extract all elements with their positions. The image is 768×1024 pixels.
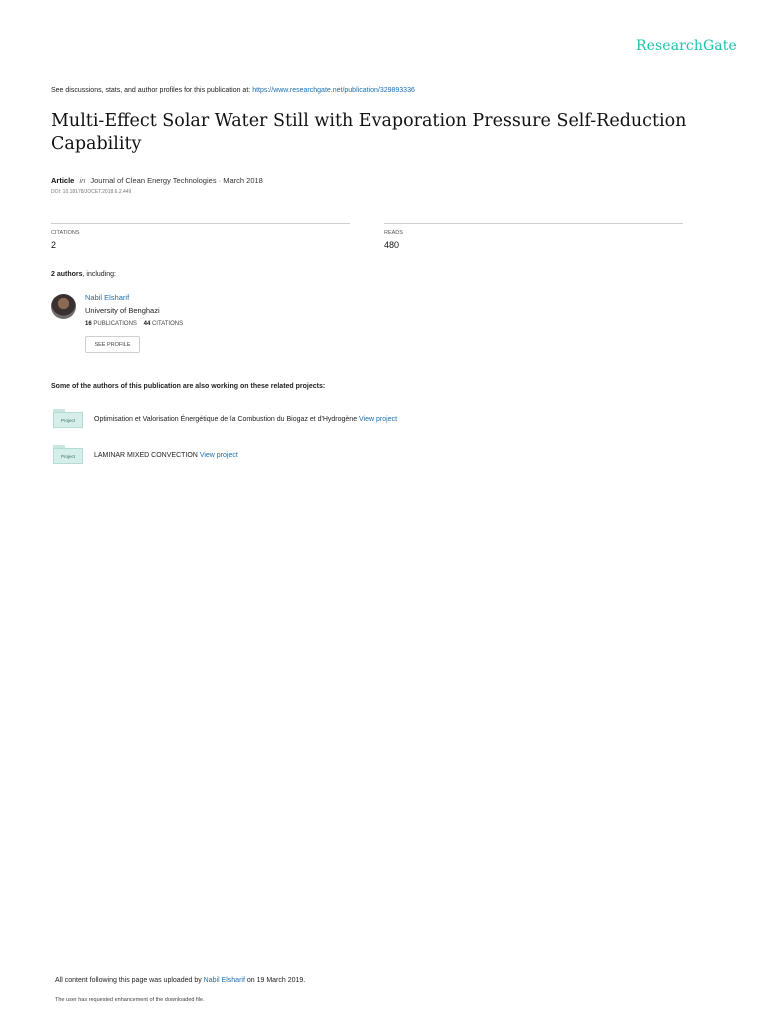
- publication-url-link[interactable]: https://www.researchgate.net/publication/329893336: [252, 87, 415, 94]
- publication-type: Article: [51, 176, 75, 185]
- project-item: [94, 452, 238, 459]
- view-project-link[interactable]: View project: [199, 452, 238, 459]
- uploader-link[interactable]: Nabil Elsharif: [203, 977, 245, 984]
- citations-label: CITATIONS: [51, 230, 80, 236]
- project-folder-icon: [53, 409, 83, 428]
- project-icon-label: Project: [53, 448, 83, 464]
- authors-including: , including:: [82, 271, 116, 278]
- author-publications-label: PUBLICATIONS: [93, 321, 137, 327]
- see-discussions-line: [51, 87, 415, 94]
- citations-value: 2: [51, 240, 57, 250]
- publication-title: Multi-Effect Solar Water Still with Evaporation Pressure Self-Reduction Capability: [51, 111, 687, 154]
- author-citations-count: 44: [143, 321, 151, 327]
- uploaded-by-line: [55, 977, 305, 984]
- researchgate-logo[interactable]: ResearchGate: [636, 38, 737, 54]
- project-title: Optimisation et Valorisation Énergétique de la Combustion du Biogaz et d'Hydrogène: [94, 416, 358, 423]
- related-projects-heading: Some of the authors of this publication are also working on these related projects:: [51, 383, 326, 390]
- citations-divider: [51, 223, 350, 224]
- author-stats: [85, 321, 183, 327]
- authors-heading: [51, 271, 116, 278]
- project-title: LAMINAR MIXED CONVECTION: [94, 452, 198, 459]
- reads-value: 480: [384, 240, 400, 250]
- publication-doi: DOI: 10.18178/JOCET.2018.6.2.449: [51, 189, 132, 195]
- project-icon-label: Project: [53, 412, 83, 428]
- uploaded-suffix: on 19 March 2019.: [246, 977, 306, 984]
- in-label: in: [79, 176, 86, 185]
- view-project-link[interactable]: View project: [359, 416, 398, 423]
- reads-divider: [384, 223, 683, 224]
- project-folder-icon: [53, 445, 83, 464]
- publication-meta: [51, 176, 263, 185]
- enhancement-note: The user has requested enhancement of the downloaded file.: [55, 997, 205, 1003]
- project-item: [94, 416, 397, 423]
- journal-date: Journal of Clean Energy Technologies · March 2018: [90, 176, 263, 185]
- reads-label: READS: [384, 230, 403, 236]
- see-profile-button[interactable]: SEE PROFILE: [85, 336, 140, 353]
- authors-count: 2 authors: [51, 271, 83, 278]
- see-discussions-text: See discussions, stats, and author profiles for this publication at:: [51, 87, 251, 94]
- author-publications-count: 16: [85, 321, 92, 327]
- author-avatar[interactable]: [51, 294, 76, 319]
- author-institution: University of Benghazi: [85, 306, 160, 315]
- author-name-link[interactable]: Nabil Elsharif: [85, 293, 130, 302]
- uploaded-prefix: All content following this page was uploaded by: [55, 977, 202, 984]
- author-citations-label: CITATIONS: [151, 321, 184, 327]
